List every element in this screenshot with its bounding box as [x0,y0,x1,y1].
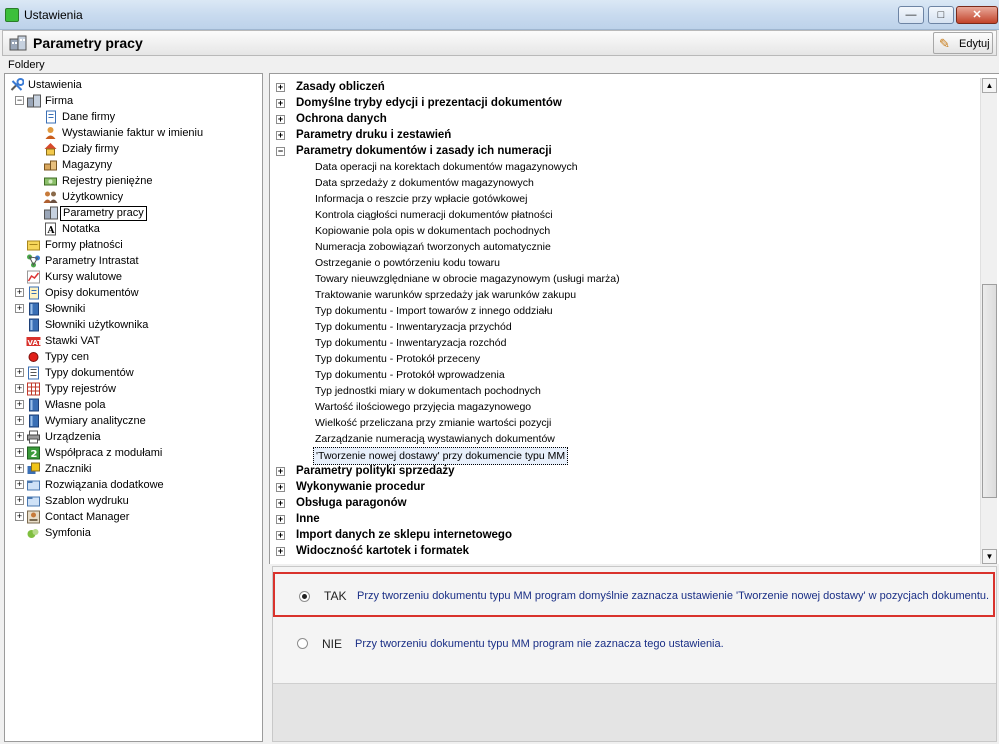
expand-icon[interactable]: + [16,447,23,457]
book-blue-icon [26,302,41,316]
settings-item-label: Traktowanie warunków sprzedaży jak warunków zakupu [315,289,577,301]
tree-item-label: Opisy dokumentów [45,287,139,299]
leaf-icon [26,526,41,540]
grid-icon [26,382,41,396]
settings-item-label: Kopiowanie pola opis w dokumentach pochodnych [315,225,551,237]
expand-icon[interactable]: + [16,511,23,521]
tree-item-label: Firma [45,95,74,107]
folder-blue-icon [26,478,41,492]
tree-item-label: Stawki VAT [45,335,101,347]
expand-icon[interactable]: + [16,383,23,393]
expand-icon[interactable]: + [16,303,23,313]
vat-icon [26,334,41,348]
settings-group-label: Parametry druku i zestawień [296,129,452,141]
settings-item-label: Wartość ilościowego przyjęcia magazynowego [315,401,532,413]
app-icon [5,8,19,22]
settings-item-label: 'Tworzenie nowej dostawy' przy dokumencie typu MM [313,447,568,465]
tree-item-label: Działy firmy [62,143,119,155]
tree-item-label: Wymiary analityczne [45,415,146,427]
tree-item-label: Contact Manager [45,511,130,523]
expand-icon[interactable]: + [16,415,23,425]
expand-icon[interactable]: + [16,463,23,473]
settings-item-label: Data sprzedaży z dokumentów magazynowych [315,177,534,189]
house-icon [43,142,58,156]
choice-tak-desc: Przy tworzeniu dokumentu typu MM program domyślnie zaznacza ustawienie 'Tworzenie nowej dostawy' w pozycjach dokumentu. [357,590,990,602]
building-icon [43,206,58,220]
tree-item-label: Kursy walutowe [45,271,123,283]
collapse-icon[interactable]: − [277,146,284,156]
expand-icon[interactable]: + [16,495,23,505]
tree-item-label: Formy płatności [45,239,123,251]
folders-label: Foldery [8,59,45,71]
settings-group-label: Import danych ze sklepu internetowego [296,529,512,541]
tree-item-label: Słowniki użytkownika [45,319,149,331]
expand-icon[interactable]: + [277,498,284,508]
settings-group-label: Parametry polityki sprzedaży [296,465,455,477]
svg-text:2: 2 [30,449,38,460]
radio-tak[interactable] [299,591,310,602]
money-icon [43,174,58,188]
building-icon [26,94,41,108]
expand-icon[interactable]: + [277,546,284,556]
folder-tree [4,73,263,742]
note-icon [43,222,58,236]
settings-group-label: Wykonywanie procedur [296,481,425,493]
settings-item-label: Wielkość przeliczana przy zmianie wartości pozycji [315,417,552,429]
book-blue-icon [26,414,41,428]
pencil-icon: ✎ [939,36,950,51]
expand-icon[interactable]: + [277,466,284,476]
tree-item-label: Typy dokumentów [45,367,134,379]
choice-nie-desc: Przy tworzeniu dokumentu typu MM program nie zaznacza tego ustawienia. [355,638,724,650]
expand-icon[interactable]: + [277,514,284,524]
title-bar [0,0,999,30]
expand-icon[interactable]: + [277,98,284,108]
choice-tak[interactable] [273,572,995,617]
tools-icon [9,78,24,92]
page-title: Parametry pracy [33,35,143,51]
settings-item-label: Typ jednostki miary w dokumentach pochodnych [315,385,541,397]
expand-icon[interactable]: + [277,530,284,540]
network-icon [26,254,41,268]
right-top-strip [269,56,999,74]
boxes-icon [43,158,58,172]
settings-item-label: Typ dokumentu - Inwentaryzacja rozchód [315,337,507,349]
tree-item-label: Dane firmy [62,111,116,123]
sync-icon [26,446,41,460]
settings-item-label: Typ dokumentu - Protokół wprowadzenia [315,369,505,381]
close-button[interactable]: ✕ [956,6,998,24]
radio-nie[interactable] [297,638,308,649]
red-dot-icon [26,350,41,364]
expand-icon[interactable]: + [16,367,23,377]
settings-tree [269,74,999,564]
tree-item-label: Ustawienia [28,79,82,91]
settings-item-label: Kontrola ciągłości numeracji dokumentów płatności [315,209,553,221]
minimize-button[interactable]: — [898,6,924,24]
doc-lines-icon [26,366,41,380]
book-blue-icon [26,398,41,412]
settings-group-label: Inne [296,513,320,525]
users-icon [43,190,58,204]
svg-text:VAT: VAT [27,339,41,347]
book-blue-icon [26,318,41,332]
scroll-up-arrow-icon[interactable]: ▲ [982,78,997,93]
maximize-button[interactable]: □ [928,6,954,24]
settings-group-label: Zasady obliczeń [296,81,385,93]
expand-icon[interactable]: + [277,82,284,92]
settings-item-label: Informacja o reszcie przy wpłacie gotówkowej [315,193,528,205]
doc-blue-icon [43,110,58,124]
settings-group-label: Obsługa paragonów [296,497,407,509]
tree-item-label: Wystawianie faktur w imieniu [62,127,204,139]
tree-item-label: Typy cen [45,351,90,363]
tree-item-label: Własne pola [45,399,106,411]
tree-item-label: Parametry Intrastat [45,255,139,267]
tree-item-label: Słowniki [45,303,86,315]
edit-button[interactable] [933,32,993,54]
tree-item-label: Znaczniki [45,463,92,475]
option-panel-footer [273,683,996,741]
settings-item-label: Numeracja zobowiązań tworzonych automatycznie [315,241,551,253]
settings-item-label: Towary nieuwzględniane w obrocie magazynowym (usługi marża) [315,273,620,285]
expand-icon[interactable]: + [16,431,23,441]
expand-icon[interactable]: + [16,399,23,409]
svg-text:A: A [47,226,55,236]
expand-icon[interactable]: + [16,479,23,489]
window-title: Ustawienia [24,8,83,22]
settings-group-label: Ochrona danych [296,113,387,125]
tree-item-label: Typy rejestrów [45,383,116,395]
tree-item-label: Rozwiązania dodatkowe [45,479,164,491]
tree-item-label: Notatka [62,223,100,235]
choice-tak-key: TAK [324,589,347,603]
choice-nie-key: NIE [322,637,343,651]
settings-item-label: Data operacji na korektach dokumentów magazynowych [315,161,578,173]
printer-icon [26,430,41,444]
tree-item-label: Symfonia [45,527,91,539]
settings-item-label: Typ dokumentu - Protokół przeceny [315,353,481,365]
settings-group-label: Domyślne tryby edycji i prezentacji dokumentów [296,97,562,109]
tree-item-label: Rejestry pieniężne [62,175,153,187]
tree-item-label: Urządzenia [45,431,101,443]
scroll-thumb[interactable] [982,284,997,498]
expand-icon[interactable]: + [277,482,284,492]
settings-item-label: Zarządzanie numeracją wystawianych dokumentów [315,433,555,445]
expand-icon[interactable]: + [277,130,284,140]
folder-blue-icon [26,494,41,508]
scroll-down-arrow-icon[interactable]: ▼ [982,549,997,564]
edit-button-label: Edytuj [959,38,990,50]
settings-item-label: Typ dokumentu - Inwentaryzacja przychód [315,321,512,333]
collapse-icon[interactable]: − [16,95,23,105]
option-panel [272,566,997,742]
chart-icon [26,270,41,284]
tree-item-label: Magazyny [62,159,113,171]
tags-icon [26,462,41,476]
doc-yellow-icon [26,286,41,300]
contact-icon [26,510,41,524]
tree-item-label: Szablon wydruku [45,495,129,507]
expand-icon[interactable]: + [16,287,23,297]
settings-item-label: Ostrzeganie o powtórzeniu kodu towaru [315,257,501,269]
tree-item-label: Użytkownicy [62,191,124,203]
tree-item-label: Współpraca z modułami [45,447,163,459]
folder-yellow-icon [26,238,41,252]
settings-group-label: Parametry dokumentów i zasady ich numeracji [296,145,552,157]
expand-icon[interactable]: + [277,114,284,124]
building-icon [9,35,27,51]
tree-item-label: Parametry pracy [60,206,147,221]
settings-group-label: Widoczność kartotek i formatek [296,545,470,557]
person-icon [43,126,58,140]
vertical-scrollbar[interactable] [980,78,997,564]
settings-item-label: Typ dokumentu - Import towarów z innego oddziału [315,305,553,317]
choice-nie[interactable] [273,625,995,670]
page-header [2,30,997,56]
